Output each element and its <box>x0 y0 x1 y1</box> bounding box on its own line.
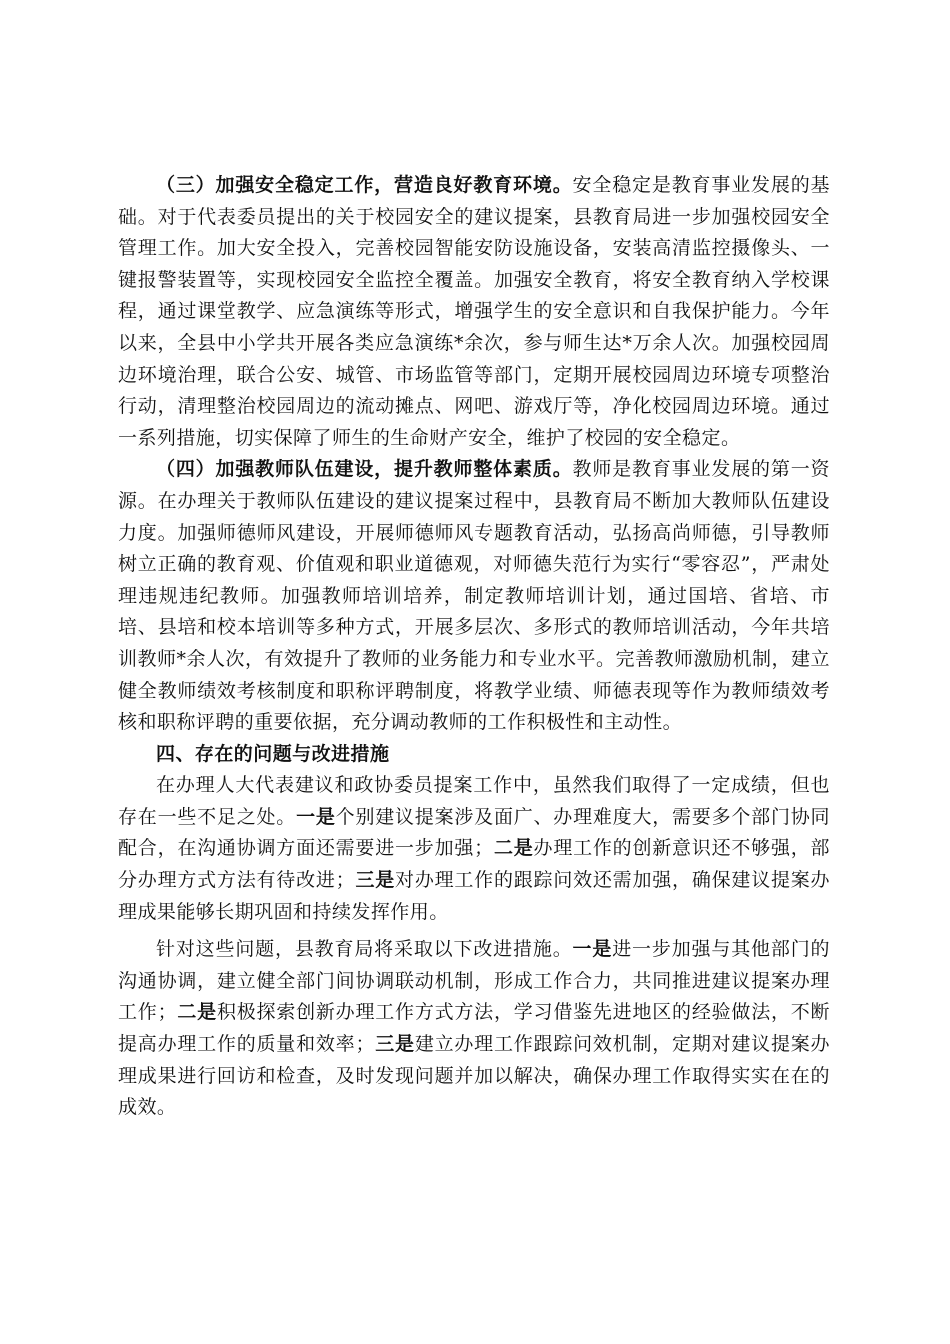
problems-keyword-3: 三是 <box>355 869 396 892</box>
chapter-four-heading: 四、存在的问题与改进措施 <box>156 742 390 765</box>
problems-intro: 在办理人大代表建议和政协委员提案工作中，虽然我们取得了一定成绩，但也存在一些不足之处。 <box>118 774 830 828</box>
measures-item-3: 建立办理工作跟踪问效机制，定期对建议提案办理成果进行回访和检查，及时发现问题并加以解决，确保办理工作取得实实在在的成效。 <box>118 1033 830 1119</box>
problems-item-3: 对办理工作的跟踪问效还需加强，确保建议提案办理成果能够长期巩固和持续发挥作用。 <box>118 869 831 923</box>
measures-item-2: 积极探索创新办理工作方式方法，学习借鉴先进地区的经验做法，不断提高办理工作的质量和效率； <box>118 1001 831 1056</box>
measures-paragraph <box>118 934 830 1124</box>
measures-keyword-3: 三是 <box>374 1033 415 1056</box>
problems-keyword-2: 二是 <box>493 837 534 860</box>
problems-item-2: 办理工作的创新意识还不够强，部分办理方式方法有待改进； <box>118 837 830 892</box>
measures-keyword-1: 一是 <box>572 938 613 961</box>
measures-intro: 针对这些问题，县教育局将采取以下改进措施。 <box>156 938 573 961</box>
measures-item-1: 进一步加强与其他部门的沟通协调，建立健全部门间协调联动机制，形成工作合力，共同推进建议提案办理工作； <box>118 938 830 1024</box>
section-three-heading: （三）加强安全稳定工作，营造良好教育环境。 <box>156 174 573 196</box>
section-three-paragraph <box>118 170 830 454</box>
problems-item-1: 个别建议提案涉及面广、办理难度大，需要多个部门协同配合，在沟通协调方面还需要进一步加强； <box>118 805 830 860</box>
measures-keyword-2: 二是 <box>177 1001 217 1024</box>
section-four-heading: （四）加强教师队伍建设，提升教师整体素质。 <box>156 458 573 481</box>
section-four-body: 教师是教育事业发展的第一资源。在办理关于教师队伍建设的建议提案过程中，县教育局不断加大教师队伍建设力度。加强师德师风建设，开展师德师风专题教育活动，弘扬高尚师德，引导教师树立正确的教育观、价值观和职业道德观，对师德失范行为实行“零容忍”，严肃处理违规违纪教师。加强教师培训培养，制定教师培训计划，通过国培、省培、市培、县培和校本培训等多种方式，开展多层次、多形式的教师培训活动，今年共培训教师*余人次，有效提升了教师的业务能力和专业水平。完善教师激励机制，建立健全教师绩效考核制度和职称评聘制度，将教学业绩、师德表现等作为教师绩效考核和职称评聘的重要依据，充分调动教师的工作积极性和主动性。 <box>118 458 830 734</box>
section-four-paragraph <box>118 454 830 738</box>
problems-keyword-1: 一是 <box>296 805 336 828</box>
document-page <box>118 170 830 1124</box>
section-three-body: 安全稳定是教育事业发展的基础。对于代表委员提出的关于校园安全的建议提案，县教育局进一步加强校园安全管理工作。加大安全投入，完善校园智能安防设施设备，安装高清监控摄像头、一键报警装置等，实现校园安全监控全覆盖。加强安全教育，将安全教育纳入学校课程，通过课堂教学、应急演练等形式，增强学生的安全意识和自我保护能力。今年以来，全县中小学共开展各类应急演练*余次，参与师生达*万余人次。加强校园周边环境治理，联合公安、城管、市场监管等部门，定期开展校园周边环境专项整治行动，清理整治校园周边的流动摊点、网吧、游戏厅等，净化校园周边环境。通过一系列措施，切实保障了师生的生命财产安全，维护了校园的安全稳定。 <box>118 174 830 449</box>
problems-paragraph <box>118 770 830 928</box>
